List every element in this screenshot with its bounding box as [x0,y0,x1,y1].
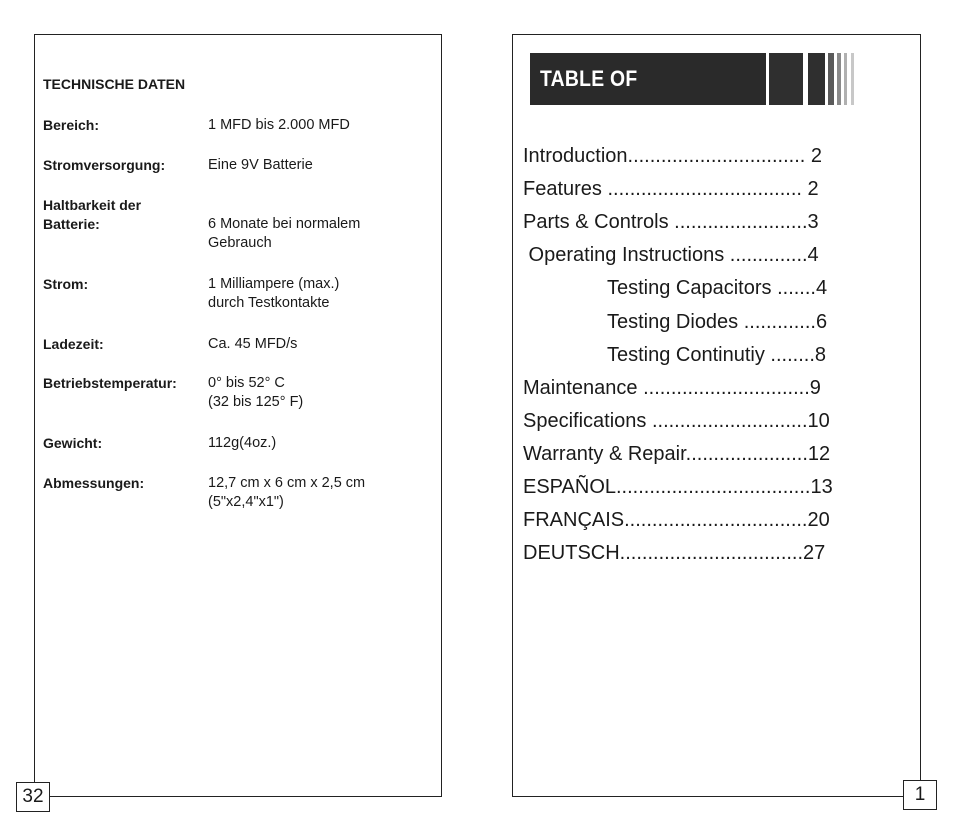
header-decorative-bar [828,53,834,105]
spec-label: Gewicht: [43,435,103,451]
toc-entry-warranty-repair: Warranty & Repair......................12 [523,443,831,465]
spec-label: Stromversorgung: [43,157,166,173]
spec-value: Ca. 45 MFD/s [208,336,298,352]
toc-header [530,53,766,143]
right-manual-page [512,34,921,797]
spec-section-title: TECHNISCHE DATEN [43,76,186,92]
toc-entry-maintenance: Maintenance ..............................9 [523,377,821,399]
left-manual-page [34,34,442,797]
toc-entry-francais: FRANÇAIS.................................20 [523,509,830,531]
toc-entry-introduction: Introduction................................ 2 [523,145,823,167]
toc-header-text: TABLE OF CONTENTS [540,66,649,143]
toc-entry-parts-controls: Parts & Controls ........................3 [523,211,819,233]
spec-label: Betriebstemperatur: [43,375,177,391]
spec-label: Ladezeit: [43,336,104,352]
header-decorative-bar [808,53,825,105]
spec-value: 1 MFD bis 2.000 MFD [208,117,350,133]
toc-entry-testing-capacitors: Testing Capacitors .......4 [607,277,828,299]
toc-entry-features: Features ................................... 2 [523,178,819,200]
header-decorative-bar [837,53,841,105]
spec-value: 0° bis 52° C (32 bis 125° F) [208,375,304,410]
header-decorative-bar [844,53,847,105]
toc-entry-testing-continuity: Testing Continutiy ........8 [607,344,826,366]
spec-value: 12,7 cm x 6 cm x 2,5 cm (5"x2,4"x1") [208,475,366,510]
page-number-right: 1 [903,780,937,810]
spec-label: Strom: [43,276,89,292]
toc-entry-operating-instructions: Operating Instructions ..............4 [523,244,819,266]
spec-value: 6 Monate bei normalem Gebrauch [208,216,361,251]
toc-entry-espanol: ESPAÑOL...................................13 [523,476,833,498]
spec-value: Eine 9V Batterie [208,157,313,173]
toc-entry-deutsch: DEUTSCH.................................27 [523,542,826,564]
spec-value: 112g(4oz.) [208,435,277,451]
spec-label: Bereich: [43,117,100,133]
header-decorative-bar [769,53,803,105]
toc-entry-testing-diodes: Testing Diodes .............6 [607,311,828,333]
spec-label: Abmessungen: [43,475,145,491]
spec-value: 1 Milliampere (max.) durch Testkontakte [208,276,340,311]
toc-entry-specifications: Specifications ............................10 [523,410,830,432]
spec-label: Haltbarkeit der Batterie: [43,197,142,232]
page-number-left: 32 [16,782,50,812]
header-decorative-bar [851,53,854,105]
